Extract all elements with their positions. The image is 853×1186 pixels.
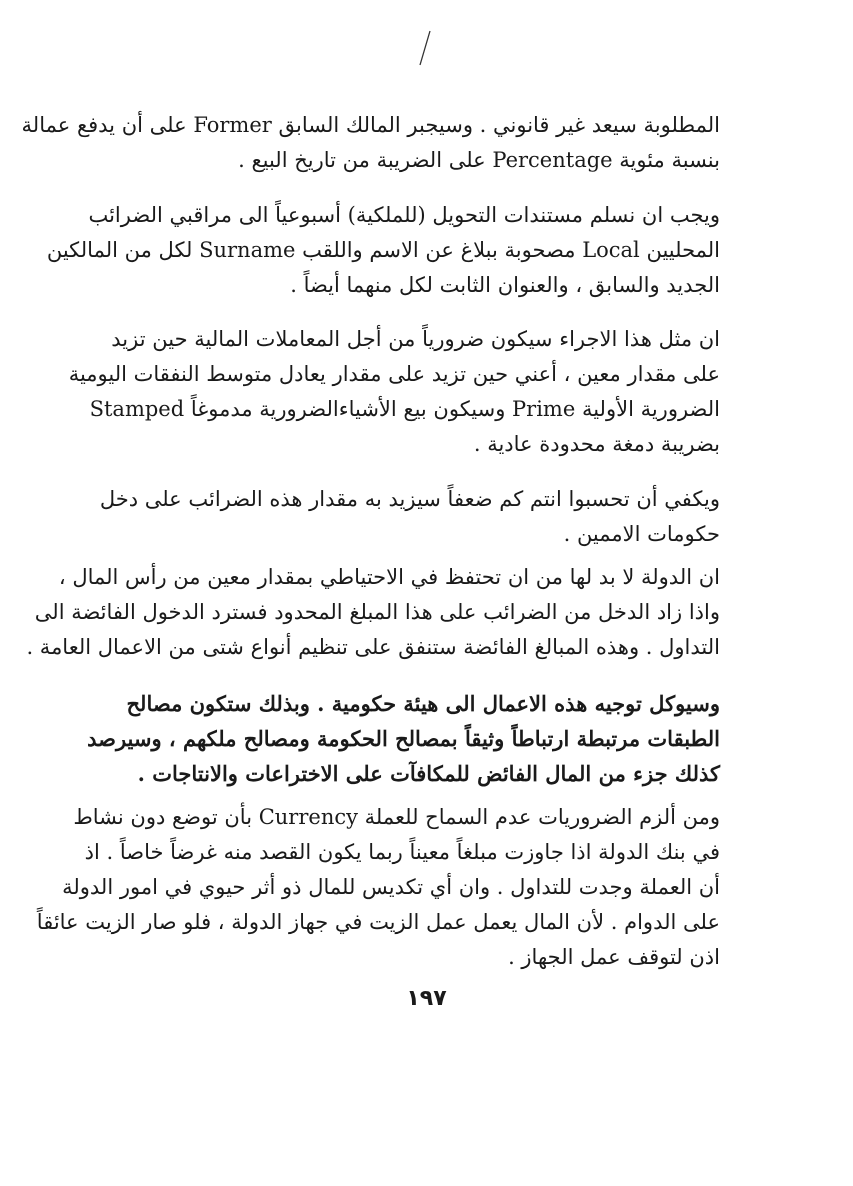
paragraph-7 (36, 800, 720, 975)
text-line: حكومات الاممين . (563, 522, 720, 546)
text-line: التداول . وهذه المبالغ الفائضة ستنفق على تنظيم أنواع شتى من الاعمال العامة . (26, 635, 720, 659)
paragraph-5 (26, 560, 720, 665)
text-line: بنسبة مئوية Percentage على الضريبة من تاريخ البيع . (238, 148, 720, 172)
text-line: ويكفي أن تحسبوا انتم كم ضعفاً سيزيد به مقدار هذه الضرائب على دخل (99, 487, 720, 511)
text-line: وسيوكل توجيه هذه الاعمال الى هيئة حكومية . وبذلك ستكون مصالح (126, 691, 720, 716)
text-line: كذلك جزء من المال الفائض للمكافآت على الاختراعات والانتاجات . (137, 761, 720, 786)
text-line: ان مثل هذا الاجراء سيكون ضرورياً من أجل المعاملات المالية حين تزيد (111, 327, 720, 351)
text-line: الجديد والسابق ، والعنوان الثابت لكل منهما أيضاً . (290, 273, 720, 297)
text-line: المحليين Local مصحوبة ببلاغ عن الاسم واللقب Surname لكل من المالكين (46, 238, 720, 262)
text-line: بضريبة دمغة محدودة عادية . (473, 432, 720, 456)
page-number: ١٩٧ (406, 986, 447, 1011)
text-line: واذا زاد الدخل من الضرائب على هذا المبلغ المحدود فسترد الدخول الفائضة الى (34, 600, 720, 624)
text-line: المطلوبة سيعد غير قانوني . وسيجبر المالك السابق Former على أن يدفع عمالة (21, 113, 720, 137)
text-line: على الدوام . لأن المال يعمل عمل الزيت في جهاز الدولة ، فلو صار الزيت عائقاً (36, 910, 720, 934)
paragraph-1 (21, 108, 720, 178)
paragraph-3 (68, 322, 720, 462)
text-line: الطبقات مرتبطة ارتباطاً وثيقاً بمصالح الحكومة ومصالح ملكهم ، وسيرصد (87, 726, 720, 751)
text-line: ومن ألزم الضروريات عدم السماح للعملة Currency بأن توضع دون نشاط (73, 805, 720, 829)
text-line: ويجب ان نسلم مستندات التحويل (للملكية) أسبوعياً الى مراقبي الضرائب (88, 203, 720, 227)
text-line: الضرورية الأولية Prime وسيكون بيع الأشياءالضرورية مدموغاً Stamped (89, 397, 720, 421)
paragraph-2 (46, 198, 720, 303)
text-line: ان الدولة لا بد لها من ان تحتفظ في الاحتياطي بمقدار معين من رأس المال ، (58, 565, 720, 589)
text-line: اذن لتوقف عمل الجهاز . (508, 945, 720, 969)
text-line: في بنك الدولة اذا جاوزت مبلغاً معيناً ربما يكون القصد منه غرضاً خاصاً . اذ (84, 840, 720, 864)
paragraph-4 (100, 482, 720, 552)
text-line: على مقدار معين ، أعني حين تزيد على مقدار يعادل متوسط النفقات اليومية (68, 362, 720, 386)
paragraph-6 (87, 686, 720, 791)
pen-slash-mark (418, 30, 432, 66)
text-line: أن العملة وجدت للتداول . وان أي تكديس للمال ذو أثر حيوي في امور الدولة (62, 875, 720, 899)
